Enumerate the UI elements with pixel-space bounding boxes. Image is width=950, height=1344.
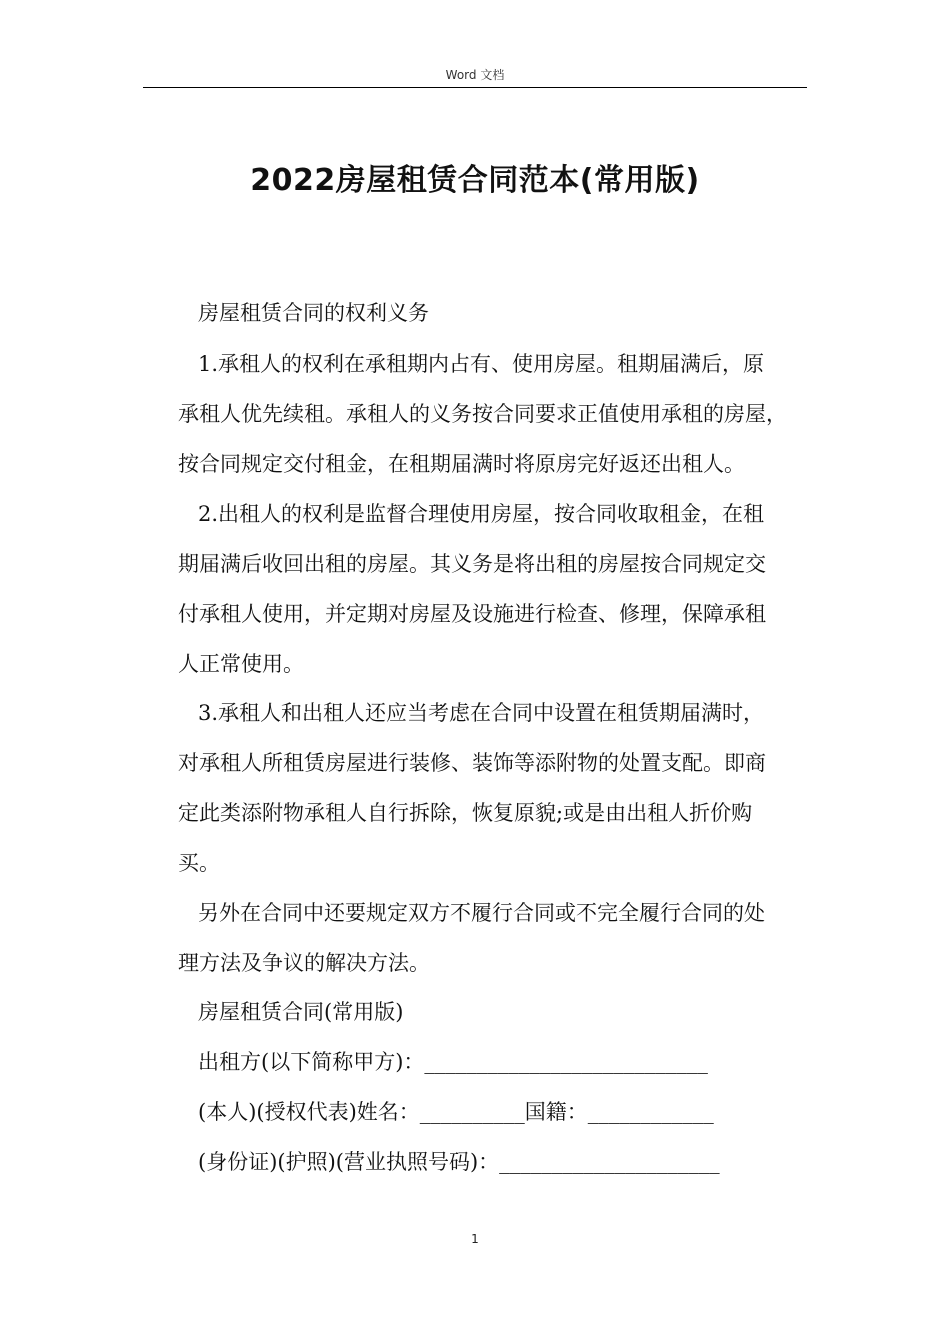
paragraph-line: 按合同规定交付租金，在租期届满时将原房完好返还出租人。 xyxy=(178,452,745,476)
paragraph-line: 人正常使用。 xyxy=(178,652,304,676)
paragraph-line: 付承租人使用，并定期对房屋及设施进行检查、修理，保障承租 xyxy=(178,602,766,626)
paragraph-line: 买。 xyxy=(178,851,220,875)
paragraph-line: 2.出租人的权利是监督合理使用房屋，按合同收取租金，在租 xyxy=(198,502,765,526)
paragraph-line: 期届满后收回出租的房屋。其义务是将出租的房屋按合同规定交 xyxy=(178,552,766,576)
paragraph-line: 1.承租人的权利在承租期内占有、使用房屋。租期届满后，原 xyxy=(198,352,765,376)
id-number-field-line: (身份证)(护照)(营业执照号码)：_____________________ xyxy=(198,1150,720,1174)
header-divider xyxy=(143,87,807,88)
paragraph-line: 定此类添附物承租人自行拆除，恢复原貌;或是由出租人折价购 xyxy=(178,801,753,825)
document-title: 2022房屋租赁合同范本(常用版) xyxy=(250,163,700,198)
contract-subtitle: 房屋租赁合同(常用版) xyxy=(198,1000,404,1024)
paragraph-line: 3.承租人和出租人还应当考虑在合同中设置在租赁期届满时， xyxy=(198,701,765,725)
paragraph-line: 理方法及争议的解决方法。 xyxy=(178,951,430,975)
paragraph-line: 对承租人所租赁房屋进行装修、装饰等添附物的处置支配。即商 xyxy=(178,751,766,775)
paragraph-line: 另外在合同中还要规定双方不履行合同或不完全履行合同的处 xyxy=(198,901,765,925)
heading-rights-obligations: 房屋租赁合同的权利义务 xyxy=(198,301,429,325)
paragraph-line: 承租人优先续租。承租人的义务按合同要求正值使用承租的房屋， xyxy=(178,402,787,426)
name-nationality-field-line: (本人)(授权代表)姓名：__________国籍：____________ xyxy=(198,1100,714,1124)
page-header: Word 文档 xyxy=(445,68,505,82)
lessor-field-line: 出租方(以下简称甲方)：___________________________ xyxy=(198,1050,708,1074)
page-number: 1 xyxy=(471,1232,479,1246)
